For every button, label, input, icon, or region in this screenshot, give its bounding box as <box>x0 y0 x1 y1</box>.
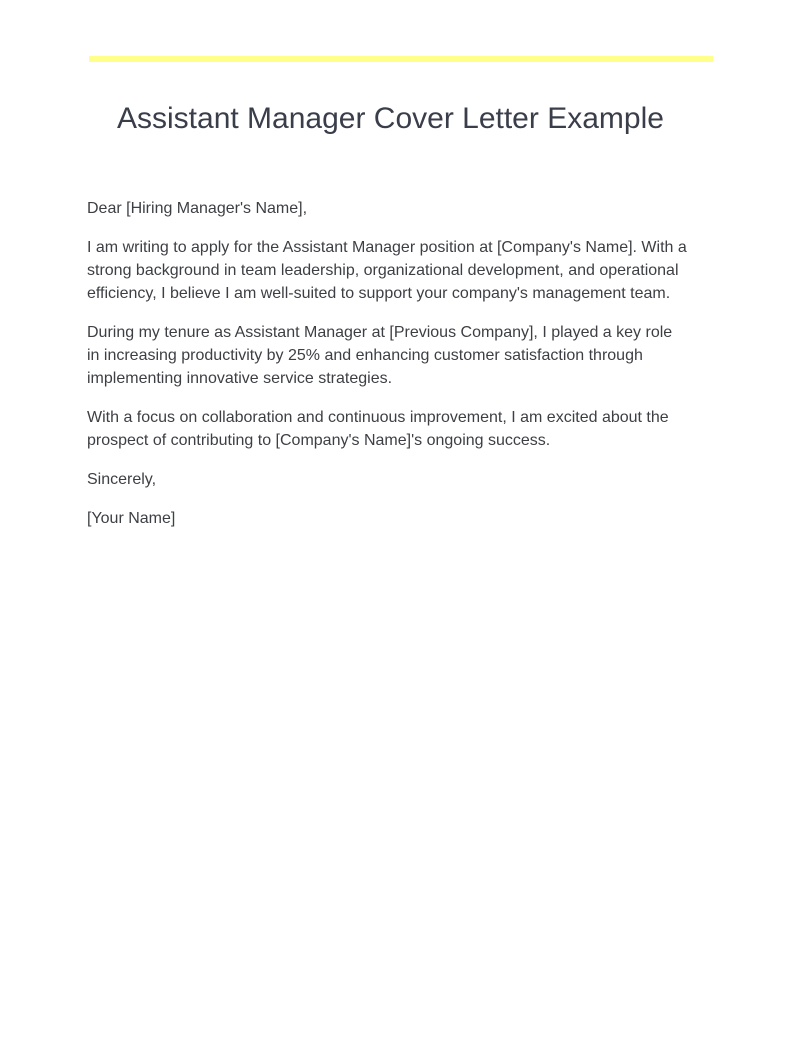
paragraph-experience: During my tenure as Assistant Manager at [Previous Company], I played a key role in increasing productivity by 25% and enhancing customer satisfaction through implementing innovative service strategies. <box>87 324 673 387</box>
signature: [Your Name] <box>87 510 176 527</box>
paragraph-intro: I am writing to apply for the Assistant Manager position at [Company's Name]. With a strong background in team leadership, organizational development, and operational efficiency, I believe I am well-suited to support your company's management team. <box>87 239 687 302</box>
letter-body <box>87 197 687 546</box>
paragraph-closing-statement: With a focus on collaboration and continuous improvement, I am excited about the prospect of contributing to [Company's Name]'s ongoing success. <box>87 409 669 449</box>
page-title: Assistant Manager Cover Letter Example <box>117 102 664 135</box>
title-accent-bar <box>89 56 713 62</box>
salutation: Dear [Hiring Manager's Name], <box>87 200 308 217</box>
closing: Sincerely, <box>87 471 157 488</box>
